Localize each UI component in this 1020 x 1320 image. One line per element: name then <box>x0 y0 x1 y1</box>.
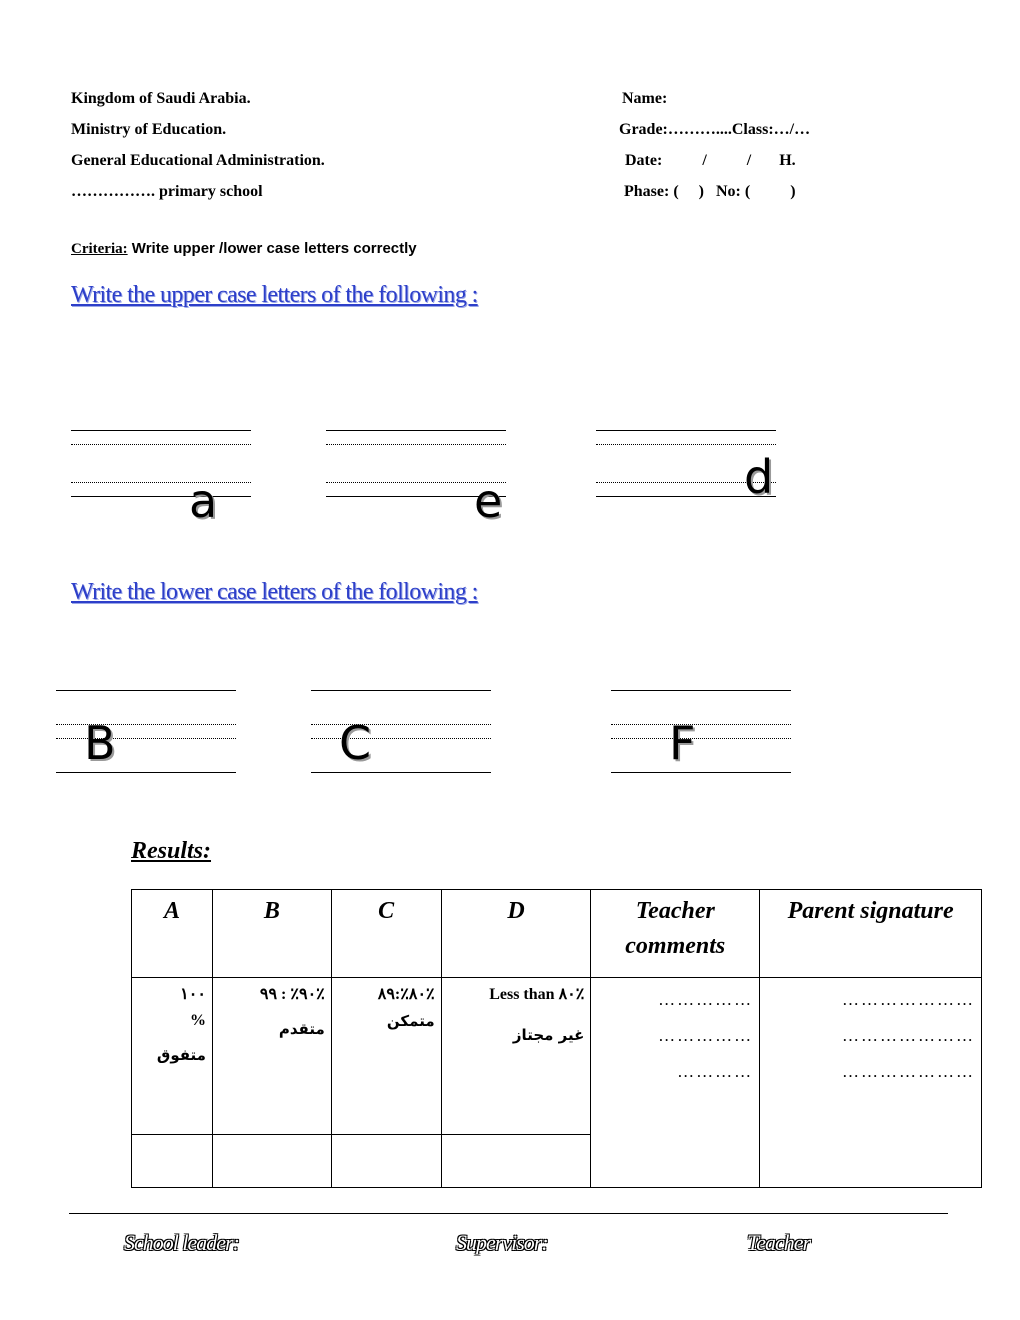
school-leader-signature: School leader: <box>124 1230 239 1255</box>
header-c: C <box>331 890 441 978</box>
grade-class-field[interactable]: Grade:………....Class:…/… <box>619 121 811 138</box>
supervisor-signature: Supervisor: <box>456 1230 548 1255</box>
dotted-line: ………… <box>677 1062 754 1081</box>
grade-a-percent: % <box>189 1012 206 1029</box>
grade-a-cell <box>132 978 213 1135</box>
dotted-line: ………………… <box>842 990 975 1009</box>
results-table <box>131 889 982 1188</box>
header-administration: General Educational Administration. <box>71 152 325 169</box>
dotted-line: …………… <box>658 1026 754 1045</box>
grade-c-cell <box>331 978 441 1135</box>
phase-no-field[interactable]: Phase: ( ) No: ( ) <box>624 183 796 200</box>
results-title: Results: <box>131 838 212 864</box>
dotted-line: ………………… <box>842 1062 975 1081</box>
grade-d-label: غير مجتاز <box>512 1026 585 1044</box>
grade-c-range: ٨٠٪:٨٩٪ <box>377 986 435 1003</box>
writing-lines-1[interactable] <box>71 430 251 528</box>
writing-lines-4[interactable] <box>56 690 236 774</box>
prompt-letter: e <box>474 474 503 528</box>
header-country: Kingdom of Saudi Arabia. <box>71 90 251 107</box>
writing-lines-6[interactable] <box>611 690 791 774</box>
grade-d-range: Less than ٨٠٪ <box>489 986 585 1003</box>
footer-divider <box>69 1213 948 1214</box>
header-b: B <box>212 890 331 978</box>
dotted-line: …………… <box>658 990 754 1009</box>
date-field[interactable]: Date: / / H. <box>625 152 796 169</box>
header-d: D <box>441 890 591 978</box>
mark-d-cell[interactable] <box>441 1135 591 1188</box>
writing-lines-3[interactable] <box>596 430 776 510</box>
grade-a-label: متفوق <box>156 1046 206 1064</box>
teacher-comments-field[interactable] <box>591 978 760 1188</box>
prompt-letter: a <box>189 474 218 528</box>
prompt-letter: d <box>744 450 774 504</box>
writing-lines-5[interactable] <box>311 690 491 774</box>
grade-b-range: ٩٠٪ : ٩٩٪ <box>259 986 325 1003</box>
prompt-letter: C <box>339 716 372 770</box>
header-parent-signature: Parent signature <box>760 890 982 978</box>
header-teacher-comments: Teacher comments <box>591 890 760 978</box>
criteria-text: Write upper /lower case letters correctly <box>127 240 417 257</box>
parent-signature-field[interactable] <box>760 978 982 1188</box>
criteria-label: Criteria: <box>71 241 128 257</box>
header-a: A <box>132 890 213 978</box>
writing-lines-2[interactable] <box>326 430 506 528</box>
criteria <box>71 240 417 258</box>
header-school: ……………. primary school <box>71 183 263 200</box>
grade-b-label: متقدم <box>278 1020 325 1038</box>
prompt-letter: F <box>669 716 696 770</box>
name-field[interactable]: Name: <box>622 90 668 107</box>
grade-c-label: متمكن <box>386 1012 435 1030</box>
grade-b-cell <box>212 978 331 1135</box>
prompt-letter: B <box>84 716 116 770</box>
mark-c-cell[interactable] <box>331 1135 441 1188</box>
grade-d-cell <box>441 978 591 1135</box>
grade-a-value: ١٠٠ <box>180 986 206 1003</box>
header-ministry: Ministry of Education. <box>71 121 227 138</box>
teacher-signature: Teacher <box>747 1230 811 1255</box>
mark-a-cell[interactable] <box>132 1135 213 1188</box>
mark-b-cell[interactable] <box>212 1135 331 1188</box>
lower-case-instruction: Write the lower case letters of the following : <box>71 579 478 605</box>
upper-case-instruction: Write the upper case letters of the following : <box>71 282 478 308</box>
dotted-line: ………………… <box>842 1026 975 1045</box>
